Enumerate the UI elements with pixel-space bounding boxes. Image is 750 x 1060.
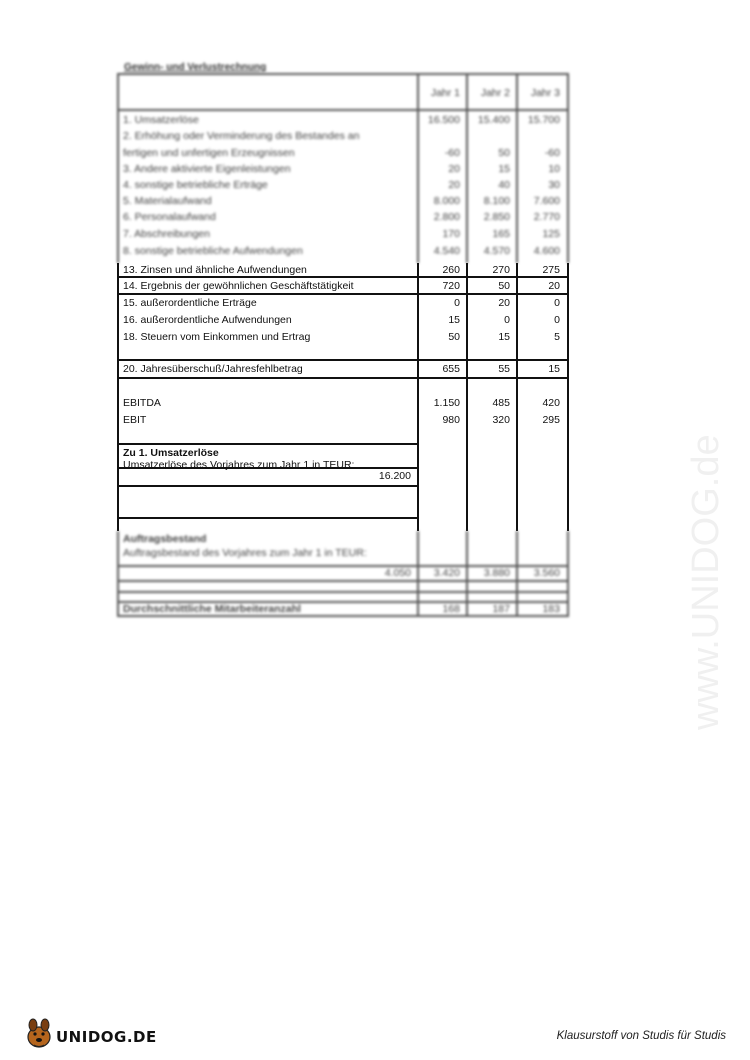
row-13-label: 13. Zinsen und ähnliche Aufwendungen [123, 264, 307, 276]
ebitda-label: EBITDA [123, 397, 161, 409]
row-value: 15.400 [477, 114, 510, 126]
ebit-year1: 980 [442, 414, 460, 426]
row-16-label: 16. außerordentliche Aufwendungen [123, 314, 292, 326]
mitarbeiter-year1: 168 [442, 603, 460, 615]
row-value: 15 [498, 163, 510, 175]
row-value: 125 [542, 228, 560, 240]
auftrag-text: Auftragsbestand des Vorjahres zum Jahr 1 in TEUR: [123, 547, 367, 559]
row-value: 30 [548, 179, 560, 191]
row-value: 2.800 [433, 211, 460, 223]
unidog-logo [22, 1016, 162, 1050]
row-16-year2: 0 [504, 314, 510, 326]
row-label: 6. Personalaufwand [123, 211, 216, 223]
row-value: 170 [442, 228, 460, 240]
row-16-year3: 0 [554, 314, 560, 326]
row-label: fertigen und unfertigen Erzeugnissen [123, 147, 295, 159]
row-value: 20 [448, 179, 460, 191]
row-value: 2.850 [483, 211, 510, 223]
row-value: 2.770 [533, 211, 560, 223]
row-label: 1. Umsatzerlöse [123, 114, 199, 126]
profit-loss-table [117, 73, 569, 616]
row-14-year3: 20 [548, 280, 560, 292]
year-header-3: Jahr 3 [530, 87, 560, 99]
row-label: 2. Erhöhung oder Verminderung des Bestandes an [123, 130, 360, 142]
row-label: 7. Abschreibungen [123, 228, 210, 240]
row-18-year3: 5 [554, 331, 560, 343]
row-value: 4.570 [483, 245, 510, 257]
row-15-year3: 0 [554, 297, 560, 309]
umsatz-text: Umsatzerlöse des Vorjahres zum Jahr 1 in TEUR: [123, 459, 355, 471]
umsatz-value: 16.200 [378, 470, 411, 482]
row-value: -60 [444, 147, 460, 159]
row-14-year1: 720 [442, 280, 460, 292]
mitarbeiter-year2: 187 [492, 603, 510, 615]
row-value: 20 [448, 163, 460, 175]
blurred-lower-section [117, 531, 569, 617]
ebit-year2: 320 [492, 414, 510, 426]
row-18-label: 18. Steuern vom Einkommen und Ertrag [123, 331, 311, 343]
auftrag-heading: Auftragsbestand [123, 533, 207, 545]
watermark-text: www.UNIDOG.de [685, 434, 727, 730]
row-value: 40 [498, 179, 510, 191]
row-14-year2: 50 [498, 280, 510, 292]
year-header-1: Jahr 1 [430, 87, 460, 99]
row-20-year3: 15 [548, 363, 560, 375]
row-label: 8. sonstige betriebliche Aufwendungen [123, 245, 303, 257]
umsatz-heading: Zu 1. Umsatzerlöse [123, 447, 219, 459]
row-value: -60 [544, 147, 560, 159]
row-14-label: 14. Ergebnis der gewöhnlichen Geschäftstätigkeit [123, 280, 354, 292]
logo-text: UNIDOG.DE [56, 1028, 157, 1046]
row-label: 5. Materialaufwand [123, 195, 212, 207]
ebit-year3: 295 [542, 414, 560, 426]
row-13-year2: 270 [492, 264, 510, 276]
row-value: 8.100 [483, 195, 510, 207]
row-20-label: 20. Jahresüberschuß/Jahresfehlbetrag [123, 363, 303, 375]
row-18-year2: 15 [498, 331, 510, 343]
row-15-label: 15. außerordentliche Erträge [123, 297, 257, 309]
row-13-year1: 260 [442, 264, 460, 276]
year-header-2: Jahr 2 [480, 87, 510, 99]
row-label: 4. sonstige betriebliche Erträge [123, 179, 268, 191]
blurred-upper-section [117, 73, 569, 263]
auftrag-year2: 3.880 [483, 567, 510, 579]
footer-tagline: Klausurstoff von Studis für Studis [556, 1030, 726, 1042]
row-value: 7.600 [533, 195, 560, 207]
row-20-year2: 55 [498, 363, 510, 375]
ebitda-year3: 420 [542, 397, 560, 409]
row-value: 165 [492, 228, 510, 240]
ebit-label: EBIT [123, 414, 147, 426]
document-title: Gewinn- und Verlustrechnung [124, 62, 267, 73]
row-value: 15.700 [527, 114, 560, 126]
auftrag-year3: 3.560 [533, 567, 560, 579]
row-value: 10 [548, 163, 560, 175]
dog-icon [22, 1016, 56, 1050]
row-value: 16.500 [427, 114, 460, 126]
auftrag-year1: 3.420 [433, 567, 460, 579]
ebitda-year1: 1.150 [433, 397, 460, 409]
ebitda-year2: 485 [492, 397, 510, 409]
row-15-year2: 20 [498, 297, 510, 309]
row-value: 4.600 [533, 245, 560, 257]
auftrag-value: 4.050 [384, 567, 411, 579]
row-20-year1: 655 [442, 363, 460, 375]
row-18-year1: 50 [448, 331, 460, 343]
row-value: 50 [498, 147, 510, 159]
row-13-year3: 275 [542, 264, 560, 276]
mitarbeiter-year3: 183 [542, 603, 560, 615]
row-16-year1: 15 [448, 314, 460, 326]
row-label: 3. Andere aktivierte Eigenleistungen [123, 163, 291, 175]
sharp-section [117, 263, 569, 531]
row-value: 8.000 [433, 195, 460, 207]
row-value: 4.540 [433, 245, 460, 257]
row-15-year1: 0 [454, 297, 460, 309]
watermark [676, 280, 736, 730]
mitarbeiter-label: Durchschnittliche Mitarbeiteranzahl [123, 603, 301, 615]
